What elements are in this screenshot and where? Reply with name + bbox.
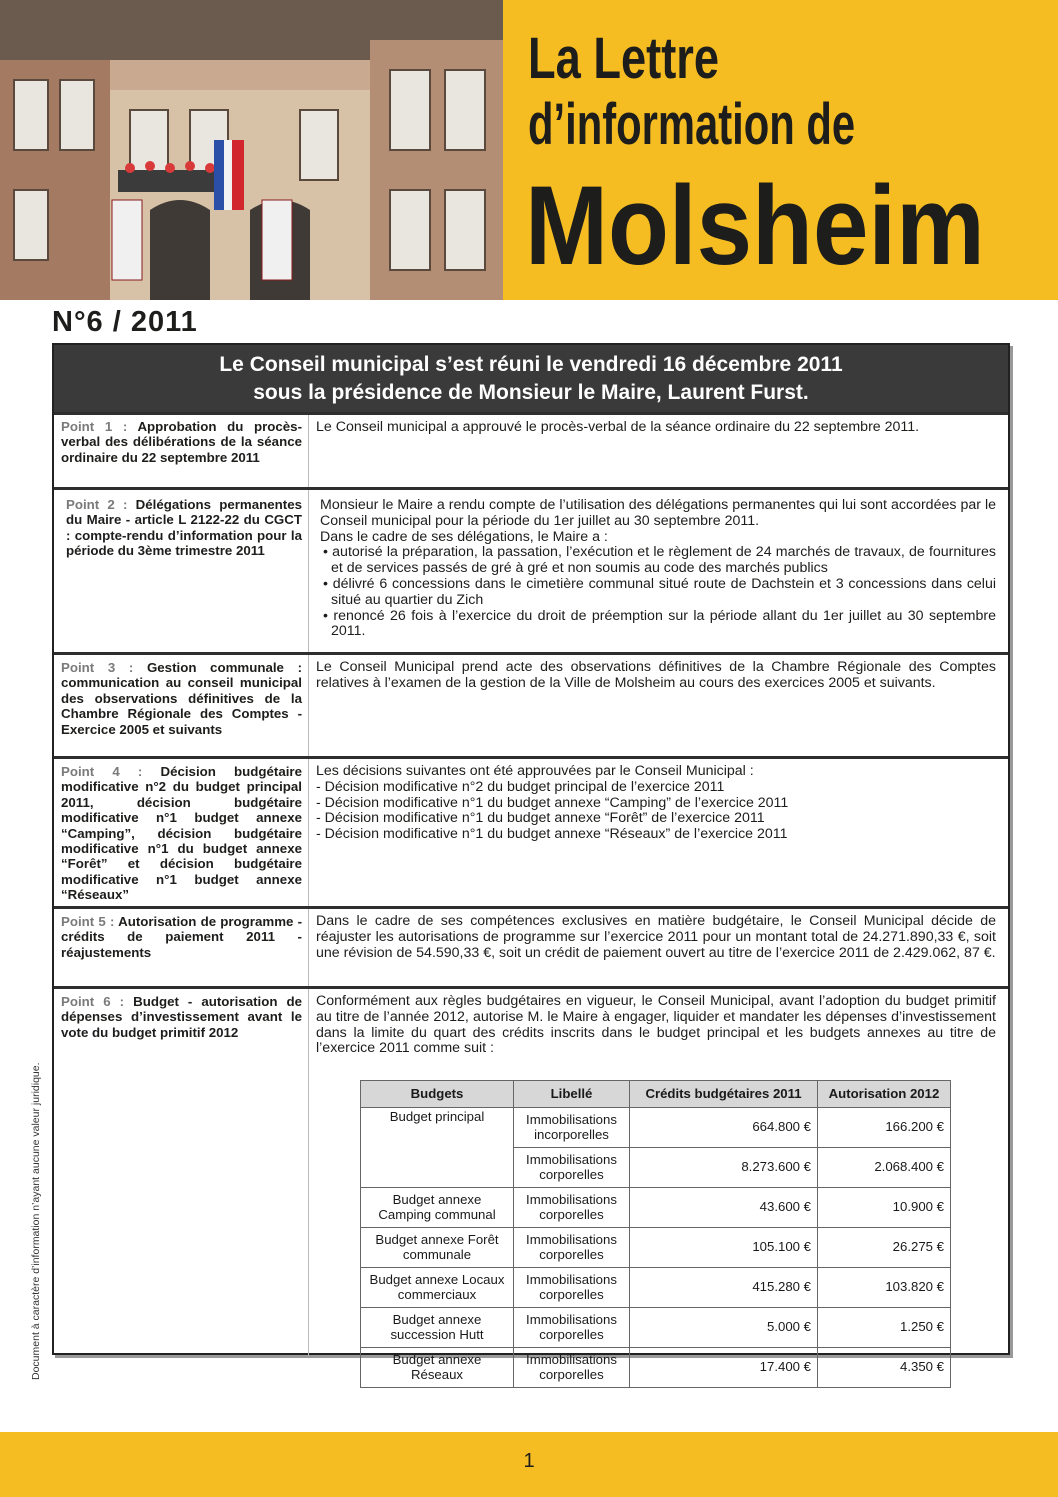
point-number: Point 5 : <box>61 914 115 929</box>
point-title: Budget - autorisation de dépenses d’investissement avant le vote du budget primitif 2012 <box>61 994 302 1040</box>
point-title: Approbation du procès-verbal des délibérations de la séance ordinaire du 22 septembre 2011 <box>61 419 303 465</box>
decision-line: - Décision modificative n°1 du budget annexe “Forêt” de l’exercice 2011 <box>316 810 765 827</box>
point-body <box>320 498 996 640</box>
point-row <box>54 412 1008 488</box>
point-label <box>61 914 302 960</box>
list-item: • délivré 6 concessions dans le cimetière communal situé route de Dachstein et 3 concessions dans celui situé au quartier du Zich <box>323 575 996 608</box>
point-number: Point 4 : <box>61 764 143 779</box>
authorization-cell: 103.820 € <box>818 1268 951 1308</box>
point-body <box>316 914 996 961</box>
point-text: Le Conseil Municipal prend acte des observations définitives de la Chambre Régionale des Comptes relatives à l’examen de la gestion de la Ville de Molsheim au cours des exercices 2005 et suivants. <box>316 659 996 691</box>
decision-line: - Décision modificative n°2 du budget principal de l’exercice 2011 <box>316 778 725 795</box>
credits-cell: 105.100 € <box>630 1228 818 1268</box>
list-item: • renoncé 26 fois à l’exercice du droit de préemption sur la période allant du 1er juillet au 30 septembre 2011. <box>323 607 996 640</box>
masthead-title-town: Molsheim <box>525 163 985 288</box>
council-minutes <box>52 343 1010 1382</box>
masthead-title-line2: d’information de <box>528 92 856 157</box>
table-row <box>361 1148 951 1188</box>
point-body <box>316 994 996 1057</box>
credits-cell: 664.800 € <box>630 1108 818 1148</box>
table-row <box>361 1188 951 1228</box>
banner-line2: sous la présidence de Monsieur le Maire, Laurent Furst. <box>253 381 809 404</box>
point-text: Le Conseil municipal a approuvé le procès-verbal de la séance ordinaire du 22 septembre 2011. <box>316 419 920 435</box>
page-footer <box>0 1432 1058 1497</box>
list-item: • autorisé la préparation, la passation, l’exécution et le règlement de 24 marchés de travaux, de fournitures et de services passés de gré à gré et non soumis au code des marchés publics <box>323 544 996 577</box>
banner-line1: Le Conseil municipal s’est réuni le vendredi 16 décembre 2011 <box>219 353 843 376</box>
label-cell: Immobilisations corporelles <box>514 1228 630 1268</box>
point-text: Dans le cadre de ses compétences exclusives en matière budgétaire, le Conseil Municipal décide de réajuster les autorisations de programme sur l’exercice 2011 pour un montant total de 24.271.890,33 €, soit une révision de 54.590,33 €, soit un crédit de paiement ouvert au titre de l’exercice 2011 de 2.429.062, 87 €. <box>316 913 996 961</box>
label-cell: Immobilisations corporelles <box>514 1268 630 1308</box>
masthead <box>503 0 1058 300</box>
label-cell: Immobilisations corporelles <box>514 1308 630 1348</box>
budget-table <box>360 1080 951 1388</box>
authorization-cell: 1.250 € <box>818 1308 951 1348</box>
issue-number: N°6 / 2011 <box>52 306 198 338</box>
point-body <box>316 420 996 436</box>
point-row <box>54 906 1008 989</box>
masthead-title-line1: La Lettre <box>528 26 720 91</box>
budget-cell: Budget annexe Forêt communale <box>361 1228 514 1268</box>
point-number: Point 2 : <box>66 497 128 512</box>
point-title: Gestion communale : communication au conseil municipal des observations définitives de la Chambre Régionale des Comptes - Exercice 2005 et suivants <box>61 660 302 737</box>
credits-cell: 43.600 € <box>630 1188 818 1228</box>
point-number: Point 3 : <box>61 660 134 675</box>
authorization-cell: 10.900 € <box>818 1188 951 1228</box>
point-label <box>61 764 302 903</box>
point-label <box>61 419 302 465</box>
point-intro: Monsieur le Maire a rendu compte de l’utilisation des délégations permanentes qui lui sont accordées par le Conseil municipal pour la période du 1er juillet au 30 septembre 2011. <box>320 497 996 529</box>
point-number: Point 6 : <box>61 994 125 1009</box>
point-intro-2: Dans le cadre de ses délégations, le Maire a : <box>320 528 608 545</box>
point-row <box>54 487 1008 655</box>
table-row <box>361 1348 951 1388</box>
table-row <box>361 1268 951 1308</box>
decision-line: - Décision modificative n°1 du budget annexe “Camping” de l’exercice 2011 <box>316 794 789 811</box>
budget-cell: Budget principal <box>361 1108 514 1148</box>
point-title: Décision budgétaire modificative n°2 du budget principal 2011, décision budgétaire modificative n°1 budget annexe “Camping”, décision budgétaire modificative n°1 du budget annexe “Forêt” et décision budgétaire modificative n°1 budget annexe “Réseaux” <box>61 764 302 903</box>
label-cell: Immobilisations corporelles <box>514 1348 630 1388</box>
table-header-row <box>361 1081 951 1108</box>
meeting-banner <box>54 345 1008 412</box>
budget-cell: Budget annexe Réseaux <box>361 1348 514 1388</box>
point-title: Délégations permanentes du Maire - article L 2122-22 du CGCT : compte-rendu d’information pour la période du 3ème trimestre 2011 <box>66 497 302 559</box>
credits-cell: 17.400 € <box>630 1348 818 1388</box>
credits-cell: 5.000 € <box>630 1308 818 1348</box>
table-row <box>361 1228 951 1268</box>
page-number: 1 <box>523 1450 535 1472</box>
point-body <box>316 764 996 843</box>
column-divider <box>308 415 309 488</box>
column-header: Libellé <box>514 1081 630 1108</box>
point-text: Conformément aux règles budgétaires en vigueur, le Conseil Municipal, avant l’adoption du budget primitif au titre de l’année 2012, autorise M. le Maire à engager, liquider et mandater les dépenses d’investissement dans la limite du quart des crédits inscrits dans le budget principal et les budgets annexes au titre de l’exercice 2011 comme suit : <box>316 993 996 1057</box>
decision-line: - Décision modificative n°1 du budget annexe “Réseaux” de l’exercice 2011 <box>316 826 788 843</box>
column-divider <box>308 490 309 655</box>
point-row <box>54 652 1008 759</box>
column-header: Crédits budgétaires 2011 <box>630 1081 818 1108</box>
point-number: Point 1 : <box>61 419 128 434</box>
authorization-cell: 166.200 € <box>818 1108 951 1148</box>
label-cell: Immobilisations corporelles <box>514 1188 630 1228</box>
column-divider <box>308 909 309 989</box>
point-label <box>66 497 302 559</box>
column-header: Budgets <box>361 1081 514 1108</box>
table-row <box>361 1108 951 1148</box>
column-header: Autorisation 2012 <box>818 1081 951 1108</box>
credits-cell: 8.273.600 € <box>630 1148 818 1188</box>
point-row <box>54 756 1008 909</box>
column-divider <box>308 655 309 759</box>
budget-cell: Budget annexe Locaux commerciaux <box>361 1268 514 1308</box>
budget-cell: Budget annexe Camping communal <box>361 1188 514 1228</box>
budget-cell: Budget annexe succession Hutt <box>361 1308 514 1348</box>
town-hall-photo <box>0 0 503 300</box>
table-row <box>361 1308 951 1348</box>
point-title: Autorisation de programme - crédits de paiement 2011 - réajustements <box>61 914 303 960</box>
authorization-cell: 2.068.400 € <box>818 1148 951 1188</box>
column-divider <box>308 989 309 1356</box>
label-cell: Immobilisations incorporelles <box>514 1108 630 1148</box>
disclaimer-note: Document à caractère d’information n’ayant aucune valeur juridique. <box>30 1062 42 1380</box>
point-intro: Les décisions suivantes ont été approuvées par le Conseil Municipal : <box>316 763 754 779</box>
authorization-cell: 26.275 € <box>818 1228 951 1268</box>
point-body <box>316 660 996 692</box>
credits-cell: 415.280 € <box>630 1268 818 1308</box>
delegation-list <box>320 545 996 640</box>
point-label <box>61 660 302 737</box>
authorization-cell: 4.350 € <box>818 1348 951 1388</box>
column-divider <box>308 759 309 909</box>
point-label <box>61 994 302 1040</box>
budget-cell <box>361 1148 514 1188</box>
label-cell: Immobilisations corporelles <box>514 1148 630 1188</box>
